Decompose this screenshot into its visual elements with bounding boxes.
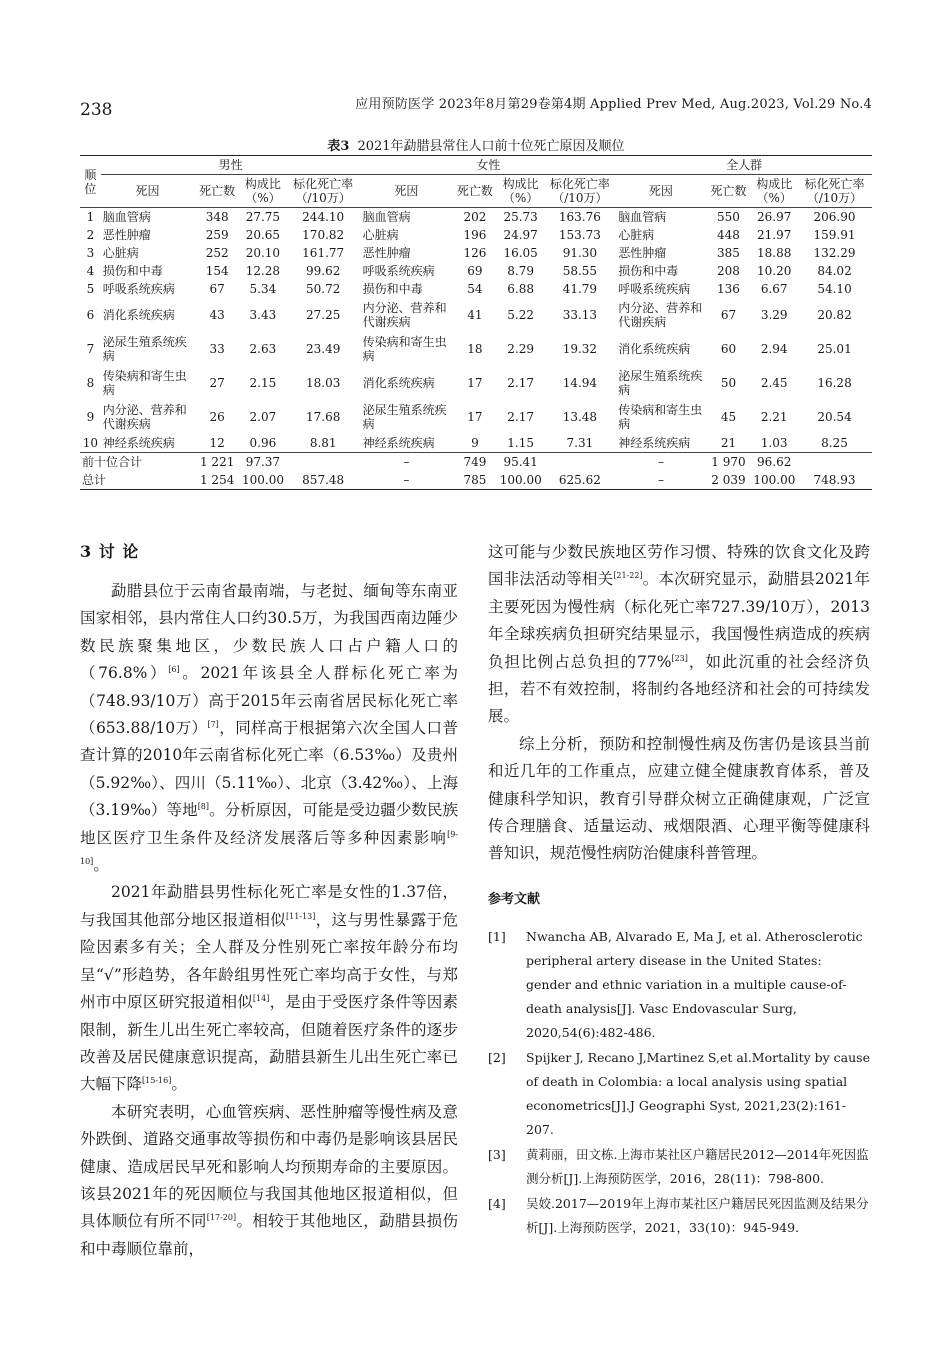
all-cause-cell: 消化系统疾病	[618, 342, 691, 356]
all-summary-cell: 1 970	[706, 453, 752, 472]
female-std-rate-cell: 14.94	[562, 376, 598, 390]
male-proportion-cell: 20.10	[245, 246, 281, 260]
female-proportion-cell: 16.05	[503, 246, 538, 260]
all-summary-cell: 100.00	[751, 471, 797, 490]
group-all: 全人群	[616, 156, 872, 175]
all-summary-cell: –	[616, 471, 705, 490]
rank-cell: 5	[86, 282, 95, 296]
table-row	[80, 366, 872, 400]
rank-cell: 9	[86, 410, 95, 424]
all-std-rate-cell: 16.28	[817, 376, 852, 390]
female-summary-cell: 100.00	[498, 471, 544, 490]
mortality-table	[80, 155, 872, 490]
male-std-rate-cell: 27.25	[305, 308, 341, 322]
all-std-rate-cell: 25.01	[817, 342, 852, 356]
male-cause-cell: 消化系统疾病	[102, 308, 175, 322]
female-std-rate-cell: 153.73	[558, 228, 601, 242]
female-summary-cell: –	[361, 453, 452, 472]
all-cause-cell: 神经系统疾病	[618, 436, 691, 450]
male-deaths-cell: 33	[209, 342, 225, 356]
male-std-rate-cell: 8.81	[309, 436, 337, 450]
paragraph-5: 综上分析，预防和控制慢性病及伤害仍是该县当前和近几年的工作重点，应建立健全健康教育体系，普及健康科学知识，教育引导群众树立正确健康观，广泛宣传合理膳食、适量运动、戒烟限酒、心理平衡等健康科普知识，规范慢性病防治健康科普管理。	[488, 734, 870, 863]
male-std-rate-cell: 170.82	[302, 228, 345, 242]
female-deaths-cell: 17	[467, 376, 483, 390]
male-deaths-cell: 67	[209, 282, 225, 296]
all-proportion-cell: 18.88	[757, 246, 792, 260]
male-deaths-cell: 252	[205, 246, 229, 260]
reference-item	[488, 1046, 870, 1142]
right-column	[488, 539, 870, 1241]
male-std-rate-cell: 23.49	[305, 342, 341, 356]
male-cause-cell: 神经系统疾病	[102, 436, 175, 450]
rank-cell: 2	[86, 228, 95, 242]
female-deaths-cell: 17	[467, 410, 483, 424]
male-summary-cell: 97.37	[240, 453, 286, 472]
male-proportion-cell: 2.15	[249, 376, 277, 390]
male-std-rate-cell: 18.03	[305, 376, 341, 390]
female-std-rate-cell: 91.30	[562, 246, 598, 260]
female-cause-cell: 泌尿生殖系统疾病	[362, 403, 447, 431]
all-deaths-cell: 45	[720, 410, 737, 424]
all-std-rate-cell: 20.54	[817, 410, 852, 424]
references-heading: 参考文献	[488, 891, 541, 907]
all-cause-cell: 呼吸系统疾病	[618, 282, 691, 296]
female-cause-cell: 内分泌、营养和代谢疾病	[362, 301, 447, 329]
all-summary-cell: 96.62	[751, 453, 797, 472]
all-cause-cell: 脑血管病	[618, 210, 667, 224]
table-row	[80, 400, 872, 434]
col-proportion: 构成比（%）	[240, 175, 286, 208]
summary-row	[80, 471, 872, 490]
table-row	[80, 332, 872, 366]
female-proportion-cell: 5.22	[507, 308, 534, 322]
male-cause-cell: 脑血管病	[102, 210, 151, 224]
rank-cell: 10	[82, 436, 99, 450]
group-female: 女性	[361, 156, 617, 175]
col-cause: 死因	[616, 175, 705, 208]
male-cause-cell: 泌尿生殖系统疾病	[102, 335, 187, 363]
female-std-rate-cell: 41.79	[562, 282, 598, 296]
female-summary-cell: 625.62	[543, 471, 616, 490]
reference-number: [1]	[488, 929, 506, 945]
male-proportion-cell: 20.65	[245, 228, 281, 242]
female-cause-cell: 心脏病	[362, 228, 399, 242]
all-deaths-cell: 208	[717, 264, 740, 278]
male-deaths-cell: 26	[209, 410, 225, 424]
female-deaths-cell: 18	[467, 342, 483, 356]
male-cause-cell: 损伤和中毒	[102, 264, 163, 278]
reference-item	[488, 1192, 870, 1240]
all-deaths-cell: 448	[717, 228, 740, 242]
all-cause-cell: 损伤和中毒	[618, 264, 679, 278]
table-row	[80, 244, 872, 262]
female-deaths-cell: 196	[463, 228, 487, 242]
female-summary-cell: 749	[452, 453, 498, 472]
male-cause-cell: 内分泌、营养和代谢疾病	[102, 403, 187, 431]
male-deaths-cell: 27	[209, 376, 225, 390]
female-summary-cell: 785	[452, 471, 498, 490]
female-summary-cell: 95.41	[498, 453, 544, 472]
female-proportion-cell: 2.17	[507, 376, 534, 390]
female-summary-cell: –	[361, 471, 452, 490]
male-proportion-cell: 2.07	[249, 410, 277, 424]
all-proportion-cell: 2.21	[760, 410, 788, 424]
paragraph-4: 这可能与少数民族地区劳作习惯、特殊的饮食文化及跨国非法活动等相关[21-22]。本次研究显示，勐腊县2021年主要死因为慢性病（标化死亡率727.39/10万），2013年全球疾病负担研究结果显示，我国慢性病造成的疾病负担比例占总负担的77%[23]，如此沉重的社会经济负担，若不有效控制，将制约各地经济和社会的可持续发展。	[488, 543, 870, 726]
female-cause-cell: 损伤和中毒	[362, 282, 423, 296]
female-proportion-cell: 24.97	[503, 228, 538, 242]
male-summary-cell: 1 254	[194, 471, 240, 490]
female-proportion-cell: 25.73	[503, 210, 538, 224]
reference-number: [3]	[488, 1147, 506, 1163]
all-summary-cell: 2 039	[706, 471, 752, 490]
reference-item	[488, 1143, 870, 1191]
col-deaths: 死亡数	[194, 175, 240, 208]
reference-text: 吴姣.2017—2019年上海市某社区户籍居民死因监测及结果分析[J].上海预防医学，2021，33(10)：945-949.	[526, 1196, 869, 1236]
rank-cell: 8	[86, 376, 95, 390]
male-summary-cell: 100.00	[240, 471, 286, 490]
paragraph-1: 勐腊县位于云南省最南端，与老挝、缅甸等东南亚国家相邻，县内常住人口约30.5万，为我国西南边陲少数民族聚集地区，少数民族人口占户籍人口的（76.8%）[6]。2021年该县全人群标化死亡率为（748.93/10万）高于2015年云南省居民标化死亡率（653.88/10万）[7]，同样高于根据第六次全国人口普查计算的2010年云南省标化死亡率（6.53‰）及贵州（5.92‰）、四川（5.11‰）、北京（3.42‰）、上海（3.19‰）等地[8]。分析原因，可能是受边疆少数民族地区医疗卫生条件及经济发展落后等多种因素影响[9-10]。	[80, 582, 458, 875]
reference-number: [4]	[488, 1196, 506, 1212]
female-proportion-cell: 8.79	[507, 264, 534, 278]
male-cause-cell: 呼吸系统疾病	[102, 282, 175, 296]
male-std-rate-cell: 99.62	[305, 264, 341, 278]
page-number: 238	[80, 100, 113, 120]
col-cause: 死因	[101, 175, 195, 208]
col-std-rate: 标化死亡率（/10万）	[797, 175, 872, 208]
female-std-rate-cell: 33.13	[562, 308, 598, 322]
female-proportion-cell: 2.17	[507, 410, 534, 424]
rank-cell: 7	[86, 342, 95, 356]
all-proportion-cell: 21.97	[757, 228, 792, 242]
all-summary-cell: 748.93	[797, 471, 872, 490]
female-deaths-cell: 202	[463, 210, 487, 224]
group-male: 男性	[101, 156, 361, 175]
female-cause-cell: 脑血管病	[362, 210, 411, 224]
all-cause-cell: 心脏病	[618, 228, 655, 242]
reference-number: [2]	[488, 1050, 506, 1066]
col-proportion: 构成比（%）	[751, 175, 797, 208]
summary-row	[80, 453, 872, 472]
female-deaths-cell: 54	[467, 282, 483, 296]
table-row	[80, 280, 872, 298]
female-std-rate-cell: 163.76	[558, 210, 601, 224]
all-std-rate-cell: 54.10	[817, 282, 852, 296]
col-deaths: 死亡数	[706, 175, 752, 208]
female-cause-cell: 恶性肿瘤	[362, 246, 411, 260]
male-deaths-cell: 43	[209, 308, 225, 322]
col-cause: 死因	[361, 175, 452, 208]
all-summary-cell	[797, 453, 872, 472]
table-row	[80, 208, 872, 227]
male-summary-cell	[286, 453, 361, 472]
female-cause-cell: 消化系统疾病	[362, 376, 435, 390]
all-proportion-cell: 10.20	[757, 264, 792, 278]
section-heading: 3 讨 论	[80, 542, 140, 561]
all-proportion-cell: 6.67	[760, 282, 788, 296]
female-cause-cell: 神经系统疾病	[362, 436, 435, 450]
female-cause-cell: 传染病和寄生虫病	[362, 335, 447, 363]
female-summary-cell	[543, 453, 616, 472]
all-deaths-cell: 50	[720, 376, 737, 390]
table-row	[80, 434, 872, 453]
male-proportion-cell: 2.63	[249, 342, 277, 356]
left-column	[80, 540, 458, 1263]
summary-label-cell: 前十位合计	[80, 453, 194, 472]
reference-text: Nwancha AB, Alvarado E, Ma J, et al. Atherosclerotic peripheral artery disease in the United States: gender and ethnic variation in a multiple cause-of-death analysis[J]. Vasc Endovascular Surg, 2020,54(6):482-486.	[526, 929, 863, 1041]
female-std-rate-cell: 58.55	[562, 264, 598, 278]
table-caption	[80, 135, 872, 154]
female-std-rate-cell: 7.31	[566, 436, 594, 450]
male-proportion-cell: 3.43	[249, 308, 277, 322]
male-std-rate-cell: 161.77	[302, 246, 345, 260]
male-cause-cell: 传染病和寄生虫病	[102, 369, 187, 397]
female-cause-cell: 呼吸系统疾病	[362, 264, 435, 278]
running-header: 应用预防医学 2023年8月第29卷第4期 Applied Prev Med, Aug.2023, Vol.29 No.4	[355, 97, 872, 112]
reference-list	[488, 925, 870, 1240]
paragraph-2: 2021年勐腊县男性标化死亡率是女性的1.37倍，与我国其他部分地区报道相似[11-13]，这与男性暴露于危险因素多有关；全人群及分性别死亡率按年龄分布均呈“√”形趋势，各年龄组男性死亡率均高于女性，与郑州市中原区研究报道相似[14]，是由于受医疗条件等因素限制，新生儿出生死亡率较高，但随着医疗条件的逐步改善及居民健康意识提高，勐腊县新生儿出生死亡率已大幅下降[15-16]。	[80, 883, 458, 1094]
male-proportion-cell: 27.75	[245, 210, 281, 224]
male-deaths-cell: 12	[209, 436, 225, 450]
reference-text: Spijker J, Recano J,Martinez S,et al.Mortality by cause of death in Colombia: a local analysis using spatial econometrics[J].J Geographi Syst, 2021,23(2):161-207.	[526, 1050, 870, 1138]
all-std-rate-cell: 84.02	[817, 264, 852, 278]
col-std-rate: 标化死亡率（/10万）	[286, 175, 361, 208]
female-proportion-cell: 1.15	[507, 436, 534, 450]
male-std-rate-cell: 244.10	[302, 210, 345, 224]
female-proportion-cell: 2.29	[507, 342, 534, 356]
female-deaths-cell: 126	[463, 246, 487, 260]
col-std-rate: 标化死亡率（/10万）	[543, 175, 616, 208]
all-std-rate-cell: 8.25	[821, 436, 848, 450]
female-deaths-cell: 9	[471, 436, 479, 450]
male-summary-cell: 1 221	[194, 453, 240, 472]
all-deaths-cell: 67	[720, 308, 737, 322]
female-proportion-cell: 6.88	[507, 282, 534, 296]
all-cause-cell: 恶性肿瘤	[618, 246, 667, 260]
table-caption-text: 2021年勐腊县常住人口前十位死亡原因及顺位	[357, 139, 625, 154]
male-deaths-cell: 348	[205, 210, 229, 224]
all-std-rate-cell: 20.82	[817, 308, 852, 322]
all-cause-cell: 泌尿生殖系统疾病	[618, 369, 703, 397]
rank-cell: 4	[86, 264, 95, 278]
male-deaths-cell: 259	[205, 228, 229, 242]
table-row	[80, 226, 872, 244]
all-proportion-cell: 2.45	[760, 376, 788, 390]
female-std-rate-cell: 19.32	[562, 342, 598, 356]
female-deaths-cell: 41	[467, 308, 483, 322]
all-proportion-cell: 2.94	[760, 342, 788, 356]
reference-text: 黄莉丽，田文栋.上海市某社区户籍居民2012—2014年死因监测分析[J].上海预防医学，2016，28(11)：798-800.	[526, 1147, 869, 1187]
all-std-rate-cell: 159.91	[813, 228, 856, 242]
all-cause-cell: 内分泌、营养和代谢疾病	[618, 301, 703, 329]
table-body	[80, 208, 872, 490]
rank-cell: 3	[86, 246, 95, 260]
paragraph-3: 本研究表明，心血管疾病、恶性肿瘤等慢性病及意外跌倒、道路交通事故等损伤和中毒仍是影响该县居民健康、造成居民早死和影响人均预期寿命的主要原因。该县2021年的死因顺位与我国其他地区报道相似，但具体顺位有所不同[17-20]。相较于其他地区，勐腊县损伤和中毒顺位靠前，	[80, 1102, 458, 1258]
female-std-rate-cell: 13.48	[562, 410, 598, 424]
male-deaths-cell: 154	[205, 264, 229, 278]
male-cause-cell: 恶性肿瘤	[102, 228, 151, 242]
col-proportion: 构成比（%）	[498, 175, 544, 208]
rank-header: 顺位	[80, 156, 101, 208]
male-std-rate-cell: 50.72	[305, 282, 341, 296]
table-label: 表3	[327, 139, 350, 154]
all-cause-cell: 传染病和寄生虫病	[618, 403, 703, 431]
all-proportion-cell: 3.29	[760, 308, 788, 322]
rank-cell: 6	[86, 308, 95, 322]
female-deaths-cell: 69	[467, 264, 483, 278]
all-summary-cell: –	[616, 453, 705, 472]
male-cause-cell: 心脏病	[102, 246, 139, 260]
all-proportion-cell: 1.03	[760, 436, 788, 450]
all-std-rate-cell: 206.90	[813, 210, 856, 224]
summary-label-cell: 总计	[80, 471, 194, 490]
reference-item	[488, 925, 870, 1045]
all-deaths-cell: 21	[720, 436, 737, 450]
male-proportion-cell: 12.28	[245, 264, 281, 278]
table-row	[80, 298, 872, 332]
all-deaths-cell: 60	[720, 342, 737, 356]
all-std-rate-cell: 132.29	[813, 246, 856, 260]
male-std-rate-cell: 17.68	[305, 410, 341, 424]
all-deaths-cell: 385	[717, 246, 740, 260]
all-proportion-cell: 26.97	[757, 210, 792, 224]
male-proportion-cell: 5.34	[249, 282, 277, 296]
table-row	[80, 262, 872, 280]
all-deaths-cell: 550	[717, 210, 740, 224]
male-summary-cell: 857.48	[286, 471, 361, 490]
rank-cell: 1	[86, 210, 95, 224]
col-deaths: 死亡数	[452, 175, 498, 208]
male-proportion-cell: 0.96	[249, 436, 277, 450]
all-deaths-cell: 136	[717, 282, 740, 296]
